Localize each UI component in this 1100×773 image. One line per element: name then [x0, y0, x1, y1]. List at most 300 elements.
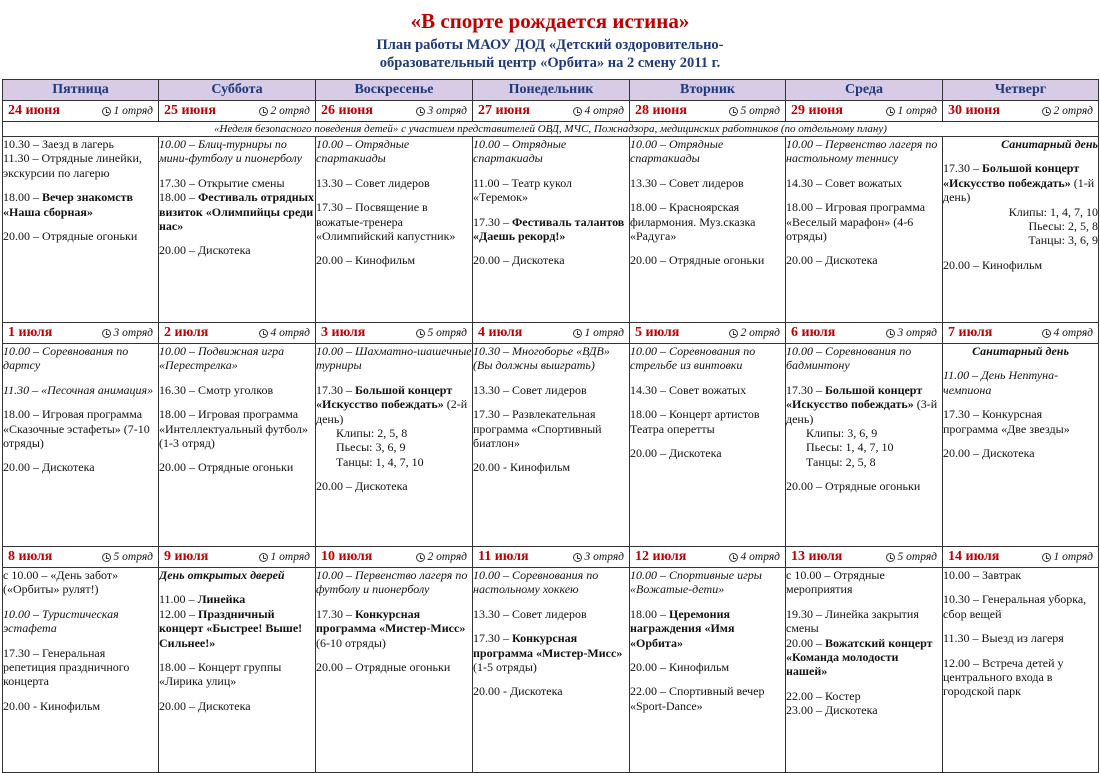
event-text: 14.30 – Совет вожатых — [630, 382, 747, 397]
event-entry — [943, 137, 1098, 151]
day-events-cell — [316, 137, 473, 323]
event-text: 20.00 - Дискотека — [473, 684, 563, 699]
date-cell — [473, 101, 630, 122]
document-title: «В спорте рождается истина» — [410, 9, 690, 33]
event-text: 17.30 – — [473, 631, 512, 646]
event-text: 18.00 – — [630, 606, 669, 621]
event-text: 10.00 – Завтрак — [943, 568, 1022, 582]
event-entry — [3, 607, 158, 636]
event-entry — [3, 137, 158, 180]
event-entry — [943, 161, 1098, 204]
event-text: 10.00 – Шахматно-шашечные турниры — [316, 344, 472, 373]
day-events-cell — [786, 568, 943, 773]
date-label: 30 июня — [948, 103, 1000, 118]
event-entry — [786, 253, 942, 267]
event-entry — [473, 568, 629, 597]
event-entry — [159, 460, 315, 474]
duty-squad — [416, 105, 467, 117]
event-entry — [316, 426, 472, 469]
date-label: 1 июля — [8, 325, 53, 340]
clock-icon — [573, 553, 582, 562]
event-entry — [943, 592, 1098, 621]
weekday-header: Понедельник — [473, 80, 630, 101]
event-entry — [943, 258, 1098, 272]
event-entry — [159, 137, 315, 166]
weekday-header: Среда — [786, 80, 943, 101]
event-text: 18.00 – Красноярская филармония. Муз.сказка «Радуга» — [630, 200, 756, 244]
event-entry — [159, 660, 315, 689]
day-events-cell — [316, 568, 473, 773]
event-text: 20.00 – Кинофильм — [316, 253, 416, 268]
duty-squad-label: 3 отряд — [584, 551, 624, 563]
event-text: 11.00 – День Нептуна-чемпиона — [943, 368, 1059, 397]
event-entry — [630, 176, 785, 190]
duty-squad — [886, 551, 937, 563]
clock-icon — [1042, 553, 1051, 562]
event-highlight: Вечер знакомств «Наша сборная» — [3, 190, 133, 219]
clock-icon — [102, 553, 111, 562]
duty-squad-label: 1 отряд — [113, 105, 153, 117]
event-entry — [473, 344, 629, 373]
document-header — [0, 0, 1100, 76]
date-cell — [943, 101, 1099, 122]
event-text: 10.00 – Отрядные спартакиады — [316, 137, 410, 166]
event-text: День открытых дверей — [159, 568, 285, 582]
date-cell — [316, 101, 473, 122]
event-text: 18.00 – — [159, 190, 198, 205]
duty-squad — [259, 551, 310, 563]
date-cell — [473, 323, 630, 344]
event-entry — [786, 636, 942, 679]
duty-squad-label: 1 отряд — [897, 105, 937, 117]
document-subtitle — [0, 36, 1100, 72]
date-label: 24 июня — [8, 103, 60, 118]
event-text: 17.30 – — [316, 606, 355, 621]
weekday-header: Пятница — [3, 80, 159, 101]
event-highlight: Фестиваль талантов «Даешь рекорд!» — [473, 214, 625, 244]
event-text: 10.00 – Отрядные спартакиады — [630, 137, 724, 166]
day-events-cell — [943, 344, 1099, 547]
event-entry — [316, 137, 472, 166]
date-cell — [630, 323, 786, 344]
event-entry — [630, 607, 785, 650]
event-highlight: Большой концерт «Искусство побеждать» — [786, 382, 923, 412]
event-entry — [316, 479, 472, 493]
subtitle-line-1: План работы МАОУ ДОД «Детский оздоровительно- — [376, 37, 724, 53]
duty-squad-label: 2 отряд — [270, 105, 310, 117]
event-text: 13.30 – Совет лидеров — [316, 175, 430, 190]
event-entry — [473, 383, 629, 397]
event-text: 18.00 – Концерт артистов Театра оперетты — [630, 407, 760, 436]
clock-icon — [729, 107, 738, 116]
duty-squad — [259, 105, 310, 117]
weekday-header: Вторник — [630, 80, 786, 101]
day-events-cell — [159, 137, 316, 323]
duty-squad-label: 3 отряд — [897, 327, 937, 339]
day-events-cell — [630, 137, 786, 323]
event-entry — [786, 426, 942, 469]
event-text: 13.30 – Совет лидеров — [473, 382, 587, 397]
event-entry — [316, 607, 472, 650]
event-highlight: Церемония награждения «Имя «Орбита» — [630, 606, 735, 650]
duty-squad-label: 3 отряд — [427, 105, 467, 117]
event-entry — [159, 344, 315, 373]
duty-squad — [102, 327, 153, 339]
duty-squad — [416, 327, 467, 339]
event-entry — [943, 568, 1098, 582]
event-entry — [473, 684, 629, 698]
event-text: 13.30 – Совет лидеров — [473, 606, 587, 621]
duty-squad-label: 5 отряд — [740, 105, 780, 117]
event-text: 20.00 – Дискотека — [159, 243, 251, 258]
event-text: с 10.00 – «День забот» («Орбиты» рулят!) — [3, 568, 119, 597]
duty-squad — [573, 327, 624, 339]
duty-squad-label: 4 отряд — [740, 551, 780, 563]
event-entry — [786, 689, 942, 718]
duty-squad — [102, 105, 153, 117]
clock-icon — [886, 553, 895, 562]
event-entry — [943, 368, 1098, 397]
event-entry — [159, 568, 315, 582]
event-entry — [630, 684, 785, 713]
event-highlight: Фестиваль отрядных визиток «Олимпийцы среди нас» — [159, 190, 314, 234]
event-text: 20.00 – Дискотека — [630, 446, 722, 461]
day-events-cell — [473, 137, 630, 323]
date-row — [3, 101, 1099, 122]
event-text: 10.30 – Заезд в лагерь 11.30 – Отрядные линейки, экскурсии по лагерю — [3, 137, 142, 180]
duty-squad-label: 1 отряд — [270, 551, 310, 563]
event-text: 17.30 – Генеральная репетиция праздничного концерта — [3, 645, 130, 689]
date-label: 4 июля — [478, 325, 523, 340]
day-events-cell — [3, 344, 159, 547]
event-entry — [943, 344, 1098, 358]
event-entry — [316, 253, 472, 267]
event-entry — [159, 243, 315, 257]
date-label: 8 июля — [8, 549, 53, 564]
duty-squad-label: 1 отряд — [1053, 551, 1093, 563]
event-text: 10.00 – Соревнования по настольному хоккею — [473, 568, 599, 597]
banner-row — [3, 122, 1099, 137]
event-highlight: Линейка — [197, 592, 246, 607]
event-text: 20.00 – Дискотека — [316, 479, 408, 494]
clock-icon — [729, 329, 738, 338]
event-entry — [316, 660, 472, 674]
date-label: 26 июня — [321, 103, 373, 118]
event-text: Клипы: 2, 5, 8 Пьесы: 3, 6, 9 Танцы: 1, 4, 7, 10 — [336, 426, 424, 469]
duty-squad-label: 4 отряд — [1053, 327, 1093, 339]
date-cell — [786, 323, 943, 344]
event-text: 14.30 – Совет вожатых — [786, 175, 903, 190]
event-text: 10.00 – Первенство лагеря по футболу и пионерболу — [316, 568, 468, 597]
date-cell — [786, 101, 943, 122]
duty-squad-label: 2 отряд — [1053, 105, 1093, 117]
event-text: 20.00 – Отрядные огоньки — [159, 460, 294, 475]
event-highlight: Большой концерт «Искусство побеждать» — [316, 382, 453, 412]
duty-squad — [259, 327, 310, 339]
event-text: 11.00 – — [159, 592, 198, 607]
event-entry — [473, 407, 629, 450]
event-text: 10.30 – Многоборье «ВДВ» (Вы должны выиграть) — [473, 344, 610, 373]
event-entry — [786, 383, 942, 426]
event-note: (2-й день) — [316, 397, 468, 426]
day-events-cell — [943, 568, 1099, 773]
day-events-cell — [3, 568, 159, 773]
clock-icon — [573, 329, 582, 338]
event-entry — [630, 660, 785, 674]
event-note: (1-5 отряды) — [473, 660, 537, 675]
duty-squad-label: 5 отряд — [427, 327, 467, 339]
event-text: 19.30 – Линейка закрытия смены — [786, 606, 919, 636]
schedule-table — [2, 79, 1099, 773]
event-entry — [630, 200, 785, 243]
event-text: Санитарный день — [972, 344, 1069, 358]
duty-squad — [729, 105, 780, 117]
event-text: 20.00 – Дискотека — [786, 253, 878, 268]
day-events-cell — [3, 137, 159, 323]
event-text: 20.00 – Отрядные огоньки — [316, 660, 451, 675]
day-events-cell — [630, 344, 786, 547]
event-text: 10.00 – Спортивные игры «Вожатые-дети» — [630, 568, 762, 597]
event-text: 10.00 – Соревнования по бадминтону — [786, 344, 912, 373]
event-text: 20.00 – Кинофильм — [943, 257, 1043, 272]
event-text: 10.30 – Генеральная уборка, сбор вещей — [943, 592, 1087, 621]
duty-squad-label: 4 отряд — [584, 105, 624, 117]
clock-icon — [102, 329, 111, 338]
event-entry — [3, 460, 158, 474]
event-text: 20.00 – Дискотека — [943, 446, 1035, 461]
event-text: 20.00 – Отрядные огоньки — [630, 253, 765, 268]
date-label: 2 июля — [164, 325, 209, 340]
date-label: 6 июля — [791, 325, 836, 340]
event-text: 20.00 – Отрядные огоньки — [3, 229, 138, 244]
day-events-cell — [786, 344, 943, 547]
date-label: 11 июля — [478, 549, 529, 564]
event-text: 20.00 – Дискотека — [159, 698, 251, 713]
event-entry — [159, 592, 315, 606]
event-text: 11.00 – Театр кукол «Теремок» — [473, 175, 573, 205]
event-entry — [3, 568, 158, 597]
event-entry — [786, 479, 942, 493]
event-entry — [786, 200, 942, 243]
date-cell — [3, 323, 159, 344]
event-text: Клипы: 3, 6, 9 Пьесы: 1, 4, 7, 10 Танцы: 2, 5, 8 — [806, 426, 894, 469]
clock-icon — [573, 107, 582, 116]
event-text: 17.30 – — [786, 382, 825, 397]
event-entry — [316, 568, 472, 597]
event-text: 18.00 – Концерт группы «Лирика улиц» — [159, 660, 282, 689]
event-entry — [3, 344, 158, 373]
event-text: 10.00 – Соревнования по дартсу — [3, 344, 129, 373]
clock-icon — [1042, 107, 1051, 116]
event-text: 10.00 – Соревнования по стрельбе из винтовки — [630, 344, 756, 373]
date-cell — [159, 547, 316, 568]
date-cell — [786, 547, 943, 568]
event-highlight: Праздничный концерт «Быстрее! Выше! Сильнее!» — [159, 606, 303, 650]
event-entry — [630, 344, 785, 373]
event-highlight: Вожатский концерт «Команда молодости нашей» — [786, 635, 933, 679]
event-entry — [786, 176, 942, 190]
event-text: 17.30 – — [316, 382, 355, 397]
event-entry — [473, 631, 629, 674]
event-text: с 10.00 – Отрядные мероприятия — [786, 568, 885, 597]
event-entry — [473, 460, 629, 474]
event-text: 20.00 – Кинофильм — [630, 660, 730, 675]
clock-icon — [416, 329, 425, 338]
event-text: 20.00 – — [786, 635, 825, 650]
event-entry — [3, 699, 158, 713]
event-entry — [159, 383, 315, 397]
weekday-header-row — [3, 80, 1099, 101]
event-entry — [316, 344, 472, 373]
clock-icon — [259, 329, 268, 338]
duty-squad — [573, 105, 624, 117]
duty-squad — [1042, 327, 1093, 339]
day-events-cell — [159, 568, 316, 773]
event-text: 17.30 – — [943, 161, 982, 176]
event-entry — [786, 344, 942, 373]
event-text: 20.00 – Дискотека — [3, 460, 95, 475]
date-label: 12 июля — [635, 549, 687, 564]
day-events-cell — [159, 344, 316, 547]
date-label: 10 июля — [321, 549, 373, 564]
event-text: 22.00 – Костер 23.00 – Дискотека — [786, 688, 878, 718]
event-text: 20.00 - Кинофильм — [473, 460, 571, 475]
event-entry — [473, 607, 629, 621]
events-row — [3, 344, 1099, 547]
clock-icon — [259, 107, 268, 116]
event-entry — [630, 568, 785, 597]
event-text: 17.30 – Конкурсная программа «Две звезды» — [943, 407, 1070, 436]
date-row — [3, 547, 1099, 568]
duty-squad-label: 5 отряд — [897, 551, 937, 563]
event-entry — [786, 568, 942, 597]
event-entry — [630, 446, 785, 460]
date-label: 27 июня — [478, 103, 530, 118]
event-text: 18.00 – — [3, 190, 42, 205]
event-note: (3-й день) — [786, 397, 938, 426]
date-row — [3, 323, 1099, 344]
clock-icon — [102, 107, 111, 116]
event-entry — [786, 607, 942, 636]
clock-icon — [416, 107, 425, 116]
duty-squad — [886, 327, 937, 339]
event-text: Клипы: 1, 4, 7, 10 Пьесы: 2, 5, 8 Танцы: 3, 6, 9 — [1008, 204, 1098, 248]
date-cell — [3, 101, 159, 122]
event-entry — [943, 656, 1098, 699]
event-text: 10.00 – Блиц-турниры по мини-футболу и пионерболу — [159, 137, 302, 166]
event-entry — [630, 383, 785, 397]
date-cell — [473, 547, 630, 568]
duty-squad — [886, 105, 937, 117]
clock-icon — [886, 329, 895, 338]
event-text: 12.00 – Встреча детей у центрального входа в городской парк — [943, 655, 1064, 699]
duty-squad-label: 3 отряд — [113, 327, 153, 339]
day-events-cell — [943, 137, 1099, 323]
date-label: 7 июля — [948, 325, 993, 340]
event-entry — [3, 407, 158, 450]
date-label: 9 июля — [164, 549, 209, 564]
event-highlight: Большой концерт «Искусство побеждать» — [943, 161, 1080, 190]
event-text: 17.30 – Развлекательная программа «Спортивный биатлон» — [473, 407, 602, 451]
event-text: 17.30 – — [473, 214, 512, 229]
event-text: 17.30 – Посвящение в вожатые-тренера «Олимпийский капустник» — [316, 200, 456, 244]
event-entry — [473, 137, 629, 166]
clock-icon — [1042, 329, 1051, 338]
event-text: 20.00 – Отрядные огоньки — [786, 479, 921, 494]
day-events-cell — [630, 568, 786, 773]
event-text: Санитарный день — [1001, 137, 1098, 151]
events-row — [3, 137, 1099, 323]
event-entry — [943, 407, 1098, 436]
clock-icon — [886, 107, 895, 116]
date-cell — [943, 547, 1099, 568]
weekday-header: Четверг — [943, 80, 1099, 101]
duty-squad-label: 1 отряд — [584, 327, 624, 339]
duty-squad — [1042, 551, 1093, 563]
event-highlight: Конкурсная программа «Мистер-Мисс» — [316, 606, 466, 636]
event-entry — [943, 631, 1098, 645]
date-cell — [316, 547, 473, 568]
day-events-cell — [473, 344, 630, 547]
event-entry — [316, 383, 472, 426]
duty-squad — [416, 551, 467, 563]
event-text: 18.00 – Игровая программа «Сказочные эстафеты» (7-10 отряды) — [3, 407, 150, 451]
event-entry — [316, 200, 472, 243]
event-text: 10.00 – Туристическая эстафета — [3, 606, 119, 636]
date-cell — [3, 547, 159, 568]
event-text: 18.00 – Игровая программа «Интеллектуальный футбол» (1-3 отряд) — [159, 407, 309, 451]
day-events-cell — [786, 137, 943, 323]
event-entry — [159, 607, 315, 650]
event-entry — [473, 253, 629, 267]
clock-icon — [729, 553, 738, 562]
duty-squad-label: 5 отряд — [113, 551, 153, 563]
event-entry — [159, 699, 315, 713]
day-events-cell — [473, 568, 630, 773]
duty-squad-label: 2 отряд — [740, 327, 780, 339]
event-entry — [159, 190, 315, 233]
event-entry — [786, 137, 942, 166]
event-text: 10.00 – Отрядные спартакиады — [473, 137, 567, 166]
event-text: 12.00 – — [159, 606, 198, 621]
date-label: 28 июня — [635, 103, 687, 118]
event-entry — [3, 190, 158, 219]
clock-icon — [259, 553, 268, 562]
date-cell — [159, 323, 316, 344]
event-entry — [630, 253, 785, 267]
weekday-header: Суббота — [159, 80, 316, 101]
subtitle-line-2: образовательный центр «Орбита» на 2 смену 2011 г. — [379, 55, 721, 71]
date-cell — [630, 547, 786, 568]
event-text: 16.30 – Смотр уголков — [159, 382, 274, 397]
clock-icon — [416, 553, 425, 562]
duty-squad — [573, 551, 624, 563]
event-entry — [159, 407, 315, 450]
event-entry — [630, 407, 785, 436]
date-label: 25 июня — [164, 103, 216, 118]
date-label: 5 июля — [635, 325, 680, 340]
event-text: 20.00 - Кинофильм — [3, 698, 101, 713]
event-text: 20.00 – Дискотека — [473, 253, 565, 268]
date-cell — [943, 323, 1099, 344]
events-row — [3, 568, 1099, 773]
event-entry — [3, 229, 158, 243]
duty-squad — [729, 551, 780, 563]
event-text: 22.00 – Спортивный вечер «Sport-Dance» — [630, 684, 765, 713]
weekday-header: Воскресенье — [316, 80, 473, 101]
event-text: 17.30 – Открытие смены — [159, 175, 285, 190]
duty-squad-label: 2 отряд — [427, 551, 467, 563]
